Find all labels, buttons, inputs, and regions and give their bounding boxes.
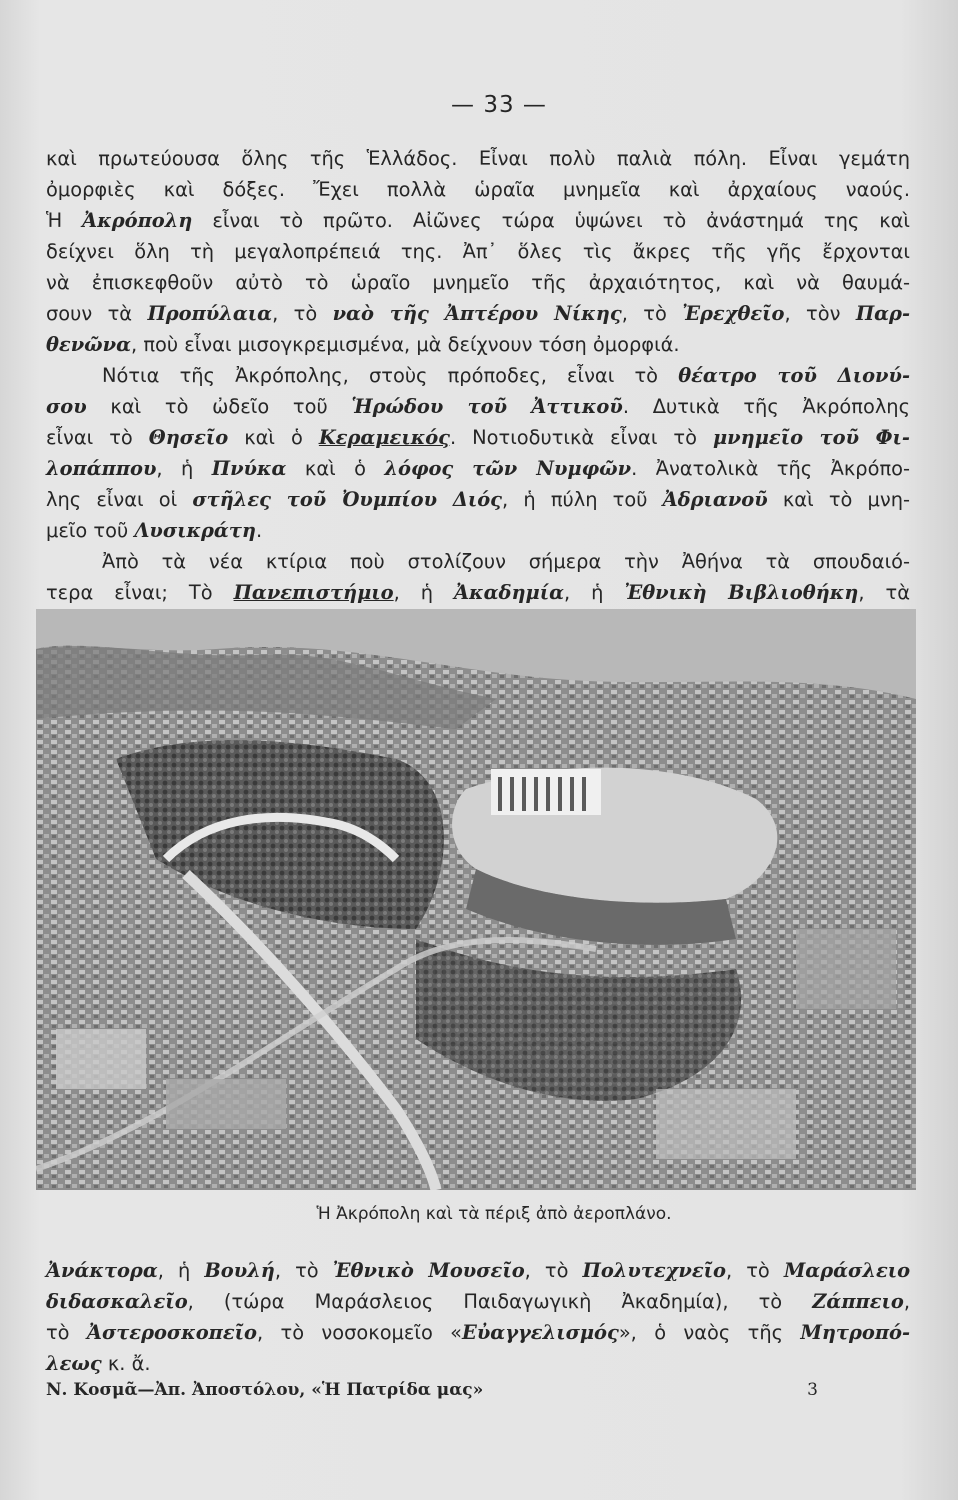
emphasis-academy: Ἀκαδημία (454, 581, 565, 604)
text-run: , (τώρα Μαράσλειος Παιδαγωγικὴ Ἀκαδημία), τὸ (187, 1290, 813, 1313)
text-run: , ἡ (156, 457, 212, 480)
text-run: καὶ πρωτεύουσα ὅλης τῆς Ἑλλάδος. Εἶναι πολὺ παλιὰ πόλη. Εἶναι γεμάτη (46, 147, 910, 170)
page-footer (46, 1380, 908, 1400)
text-run: », ὁ ναὸς τῆς (618, 1321, 801, 1344)
emphasis-dionysus-theatre: θέατρο τοῦ Διονύ- (678, 364, 910, 387)
emphasis-hadrian: Ἀδριανοῦ (662, 488, 768, 511)
emphasis-national-library: Ἐθνικὴ Βιβλιοθήκη (624, 581, 859, 604)
emphasis-acropolis: Ἀκρόπολη (82, 209, 193, 232)
emphasis-herodes-odeon: Ἡρώδου τοῦ Ἀττικοῦ (351, 395, 623, 418)
main-text-top (46, 143, 910, 608)
text-run: λης εἶναι οἱ (46, 488, 193, 511)
paragraph-acropolis (46, 143, 910, 360)
emphasis-zappeion: Ζάππειο (812, 1290, 904, 1313)
text-line (46, 298, 910, 329)
paragraph-buildings-continued (46, 1255, 910, 1379)
text-run: σουν τὰ (46, 302, 148, 325)
text-line (46, 1255, 910, 1286)
emphasis-parthenon-cont: θενῶνα (46, 333, 132, 356)
text-line (46, 1286, 910, 1317)
text-line (46, 577, 910, 608)
emphasis-lysicrates: Λυσικράτη (134, 519, 257, 542)
text-run: καὶ τὸ ὠδεῖο τοῦ (86, 395, 352, 418)
emphasis-national-museum: Ἐθνικὸ Μουσεῖο (332, 1259, 525, 1282)
text-run: . Νοτιοδυτικὰ εἶναι τὸ (449, 426, 713, 449)
text-line (46, 174, 910, 205)
text-run: , τὸ (621, 302, 683, 325)
emphasis-maraslio: Μαράσλειο (783, 1259, 911, 1282)
text-run: , τὸ (725, 1259, 784, 1282)
page-number: — 33 — (451, 92, 547, 118)
text-line (46, 422, 910, 453)
text-run: , τὸ νοσοκομεῖο « (256, 1321, 463, 1344)
photo-caption: Ἡ Ἀκρόπολη καὶ τὰ πέριξ ἀπὸ ἀεροπλάνο. (316, 1204, 672, 1224)
text-run: , τὸ (274, 1259, 333, 1282)
main-text-bottom (46, 1255, 910, 1379)
emphasis-metropolis-cont: λεως (46, 1352, 102, 1375)
text-run: εἶναι τὸ (46, 426, 149, 449)
text-run: , ἡ (564, 581, 625, 604)
text-run: . Ἀνατολικὰ τῆς Ἀκρόπο- (631, 457, 910, 480)
text-line (46, 267, 910, 298)
text-run: καὶ ὁ (228, 426, 319, 449)
emphasis-erechtheion: Ἐρεχθεῖο (682, 302, 785, 325)
text-line (46, 1348, 910, 1379)
text-run: τερα εἶναι; Τὸ (46, 581, 234, 604)
emphasis-parthenon: Παρ- (855, 302, 910, 325)
text-run: , ποὺ εἶναι μισογκρεμισμένα, μὰ δείχνουν τόση ὀμορφιά. (131, 333, 680, 356)
paragraph-new-buildings (46, 546, 910, 608)
book-credit: Ν. Κοσμᾶ—Ἀπ. Ἀποστόλου, «Ἡ Πατρίδα μας» (46, 1380, 484, 1400)
emphasis-observatory: Ἀστεροσκοπεῖο (86, 1321, 257, 1344)
text-line (46, 205, 910, 236)
emphasis-pnyx: Πνύκα (211, 457, 287, 480)
text-run: , τὸ (272, 302, 333, 325)
emphasis-kerameikos: Κεραμεικός (318, 426, 450, 449)
paragraph-monuments (46, 360, 910, 546)
emphasis-nike-temple: ναὸ τῆς Ἀπτέρου Νίκης (332, 302, 622, 325)
text-run: , τὸν (784, 302, 856, 325)
emphasis-philopappos-cont: λοπάππου (46, 457, 157, 480)
emphasis-theseion: Θησεῖο (148, 426, 229, 449)
aerial-photo-illustration (36, 609, 916, 1190)
text-line (46, 515, 910, 546)
emphasis-nymphs-hill: λόφος τῶν Νυμφῶν (384, 457, 632, 480)
emphasis-philopappos: μνημεῖο τοῦ Φι- (712, 426, 910, 449)
emphasis-dionysus-cont: σου (46, 395, 87, 418)
text-run: ὀμορφιὲς καὶ δόξες. Ἔχει πολλὰ ὡραῖα μνημεῖα καὶ ἀρχαίους ναούς. (46, 178, 910, 201)
text-run: Ἡ (46, 209, 83, 232)
emphasis-maraslio-cont: διδασκαλεῖο (46, 1290, 188, 1313)
text-run: . (256, 519, 263, 542)
text-run: νὰ ἐπισκεφθοῦν αὐτὸ τὸ ὡραῖο μνημεῖο τῆς ἀρχαιότητος, καὶ νὰ θαυμά- (46, 271, 910, 294)
text-run: , τὰ (858, 581, 911, 604)
text-run: εἶναι τὸ πρῶτο. Αἰῶνες τώρα ὑψώνει τὸ ἀνάστημά της καὶ (192, 209, 910, 232)
emphasis-evangelismos: Εὐαγγελισμός (462, 1321, 619, 1344)
text-line (46, 391, 910, 422)
text-run: μεῖο τοῦ (46, 519, 135, 542)
text-run: δείχνει ὅλη τὴ μεγαλοπρέπειά της. Ἀπ᾽ ὅλες τὶς ἄκρες τῆς γῆς ἔρχονται (46, 240, 910, 263)
signature-mark: 3 (807, 1380, 818, 1400)
text-run: , ἡ (393, 581, 455, 604)
text-line (46, 236, 910, 267)
text-run: , ἡ (157, 1259, 205, 1282)
text-run: , τὸ (524, 1259, 583, 1282)
text-run: , (903, 1290, 910, 1313)
text-run: Ἀπὸ τὰ νέα κτίρια ποὺ στολίζουν σήμερα τὴν Ἀθήνα τὰ σπουδαιό- (102, 550, 910, 573)
text-run: , ἡ πύλη τοῦ (502, 488, 663, 511)
aerial-photo-acropolis (36, 609, 916, 1190)
text-run: τὸ (46, 1321, 87, 1344)
emphasis-university: Πανεπιστήμιο (233, 581, 394, 604)
text-line (46, 453, 910, 484)
text-run: . Δυτικὰ τῆς Ἀκρόπολης (622, 395, 910, 418)
emphasis-parliament: Βουλή (204, 1259, 275, 1282)
emphasis-olympian-zeus: στῆλες τοῦ Ὀυμπίου Διός (192, 488, 502, 511)
text-line (46, 484, 910, 515)
emphasis-polytechnic: Πολυτεχνεῖο (582, 1259, 726, 1282)
emphasis-metropolis: Μητροπό- (800, 1321, 910, 1344)
emphasis-palace: Ἀνάκτορα (46, 1259, 158, 1282)
text-line (46, 143, 910, 174)
text-line (46, 329, 910, 360)
text-run: καὶ τὸ μνη- (767, 488, 911, 511)
emphasis-propylaia: Προπύλαια (147, 302, 273, 325)
text-line (46, 1317, 910, 1348)
text-run: Νότια τῆς Ἀκρόπολης, στοὺς πρόποδες, εἶναι τὸ (102, 364, 679, 387)
text-line (46, 360, 910, 391)
text-line (46, 546, 910, 577)
text-run: κ. ἄ. (101, 1352, 151, 1375)
text-run: καὶ ὁ (286, 457, 385, 480)
